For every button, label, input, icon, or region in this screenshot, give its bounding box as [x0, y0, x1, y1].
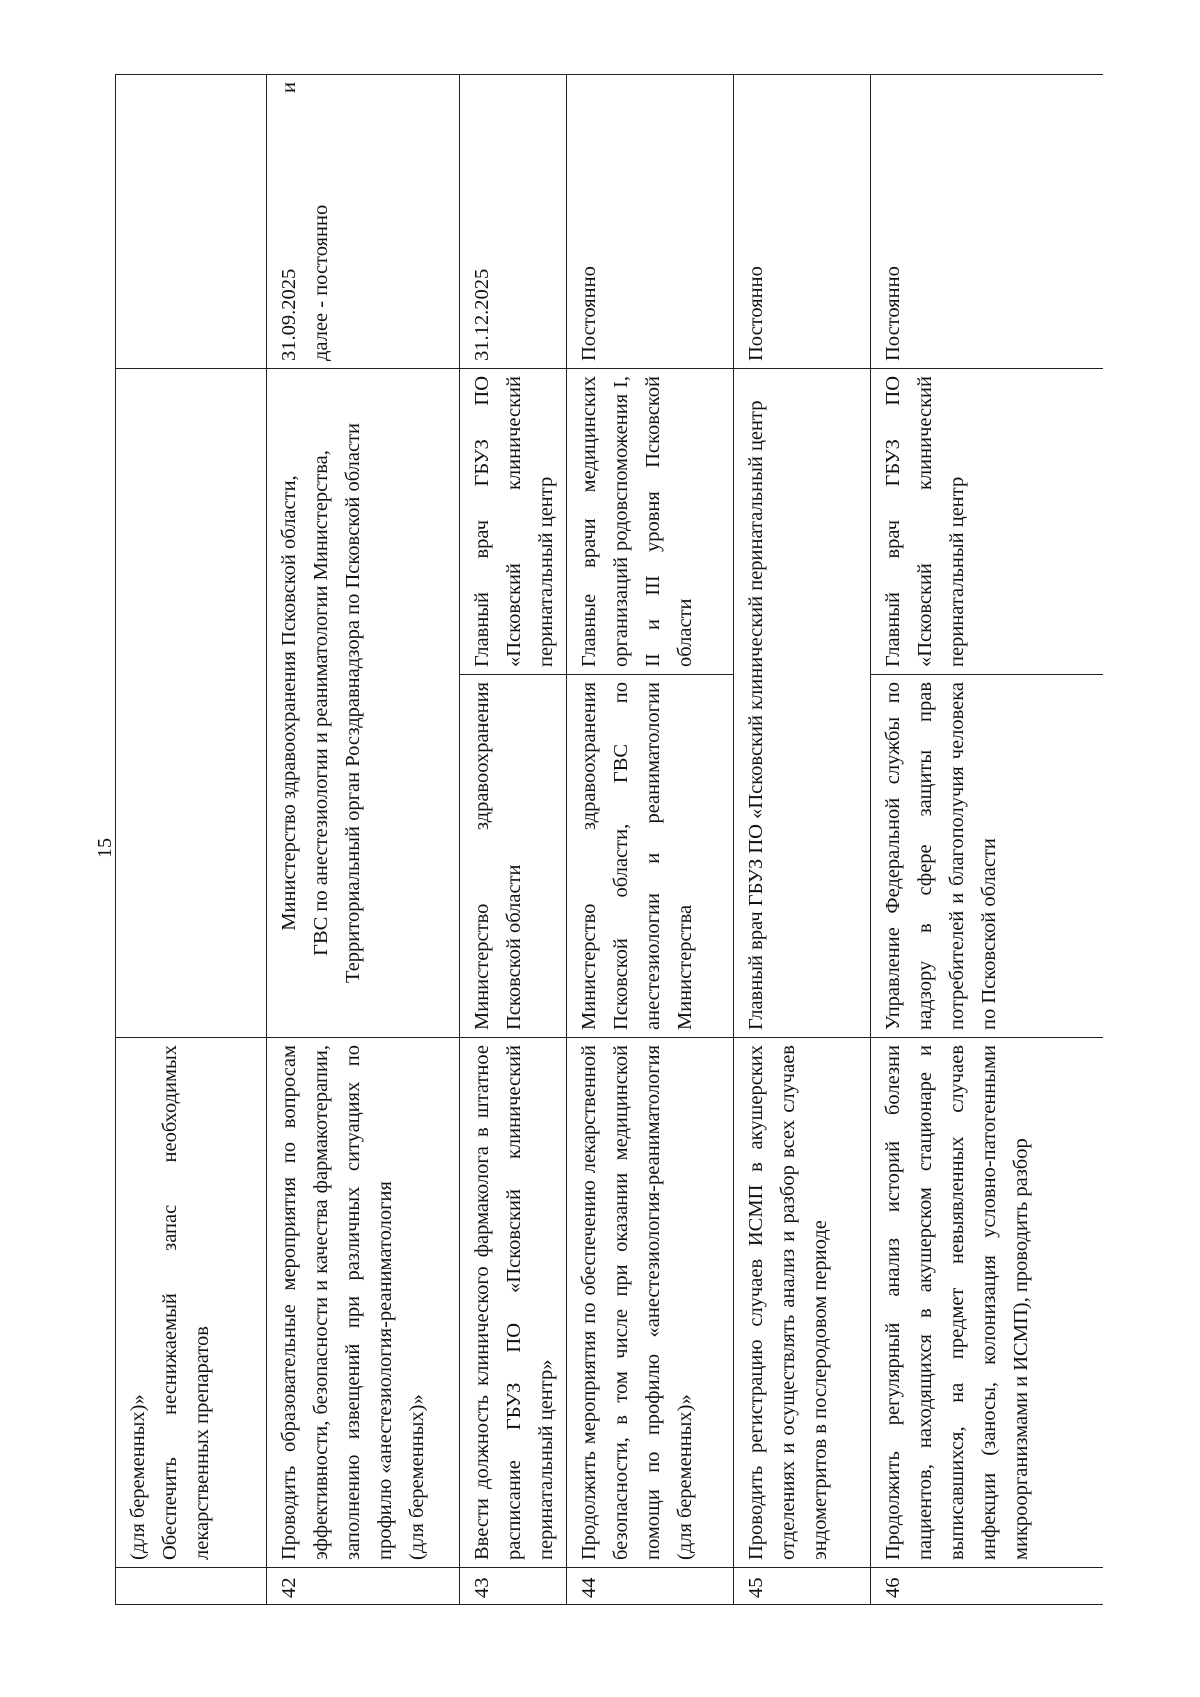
executor-cell: Министерство здравоохранения Псковской области [460, 675, 567, 1038]
table-row [267, 75, 460, 1605]
deadline-cell [460, 75, 567, 369]
executor-cell: Главный врач ГБУЗ ПО «Псковский клинический перинатальный центр [871, 369, 1103, 675]
executor-cell [116, 369, 267, 1038]
task-text: Продолжить мероприятия по обеспечению лекарственной безопасности, в том числе при оказании медицинской помощи по профилю «анестезиология-реаниматология (для беременных)» [578, 1045, 696, 1560]
task-cell [871, 1038, 1103, 1568]
action-plan-table [115, 74, 1103, 1605]
task-text: Обеспечить неснижаемый запас необходимых лекарственных препаратов [159, 1045, 213, 1560]
table-row [734, 75, 871, 1605]
executor-cell-merged [267, 369, 460, 1038]
row-number [116, 1568, 267, 1605]
task-cell [734, 1038, 871, 1568]
executor-cell: Главный врач ГБУЗ ПО «Псковский клинический перинатальный центр [460, 369, 567, 675]
task-text: (для беременных)» [406, 1394, 428, 1560]
table-row [567, 75, 734, 1605]
row-number: 44 [567, 1568, 734, 1605]
deadline-text: Постоянно [745, 266, 767, 361]
executor-cell: Главные врачи медицинских организаций родовспоможения I, II и III уровня Псковской области [567, 369, 734, 675]
executor-cell: Управление Федеральной службы по надзору в сфере защиты прав потребителей и благополучия человека по Псковской области [871, 675, 1103, 1038]
deadline-text: Постоянно [882, 266, 904, 361]
executor-text: Министерство здравоохранения Псковской области, [278, 475, 300, 931]
executor-text: Главный врач ГБУЗ ПО «Псковский клинический перинатальный центр [745, 400, 767, 1030]
landscape-page [115, 75, 1100, 1605]
row-number: 43 [460, 1568, 567, 1605]
deadline-cell [734, 75, 871, 369]
task-cell [460, 1038, 567, 1568]
executor-text: Территориальный орган Росздравнадзора по Псковской области [342, 422, 364, 984]
task-text: Ввести должность клинического фармаколога в штатное расписание ГБУЗ ПО «Псковский клинический перинатальный центр» [471, 1045, 557, 1560]
row-number: 45 [734, 1568, 871, 1605]
row-number: 42 [267, 1568, 460, 1605]
executor-cell [734, 369, 871, 1038]
executor-cell: Министерство здравоохранения Псковской области, ГВС по анестезиологии и реаниматологии Министерства [567, 675, 734, 1038]
task-cell [267, 1038, 460, 1568]
row-number: 46 [871, 1568, 1103, 1605]
page-number: 15 [93, 838, 116, 858]
deadline-text: 31.09.2025 и [278, 82, 300, 361]
deadline-text: Постоянно [578, 266, 600, 361]
table-row [460, 75, 567, 1605]
deadline-cell [567, 75, 734, 369]
deadline-cell [116, 75, 267, 369]
deadline-text: 31.12.2025 [471, 268, 493, 361]
task-text: (для беременных)» [127, 1394, 149, 1560]
task-cell [567, 1038, 734, 1568]
deadline-cell [267, 75, 460, 369]
table-row [871, 75, 1103, 1605]
task-text: Проводить образовательные мероприятия по вопросам эффективности, безопасности и качества фармакотерапии, заполнению извещений при различных ситуациях по профилю «анестезиология-реаниматология [278, 1045, 396, 1560]
executor-text: ГВС по анестезиологии и реаниматологии Министерства, [310, 450, 332, 956]
deadline-cell [871, 75, 1103, 369]
task-cell [116, 1038, 267, 1568]
task-text: Проводить регистрацию случаев ИСМП в акушерских отделениях и осуществлять анализ и разбор всех случаев эндометритов в послеродовом периоде [745, 1045, 831, 1560]
task-text: Продолжить регулярный анализ историй болезни пациентов, находящихся в акушерском стационаре и выписавшихся, на предмет невыявленных случаев инфекции (заносы, колонизация условно-патогенными микроорганизмами и ИСМП), проводить разбор [882, 1045, 1032, 1560]
deadline-text: далее - постоянно [310, 204, 332, 361]
table-row [116, 75, 267, 1605]
